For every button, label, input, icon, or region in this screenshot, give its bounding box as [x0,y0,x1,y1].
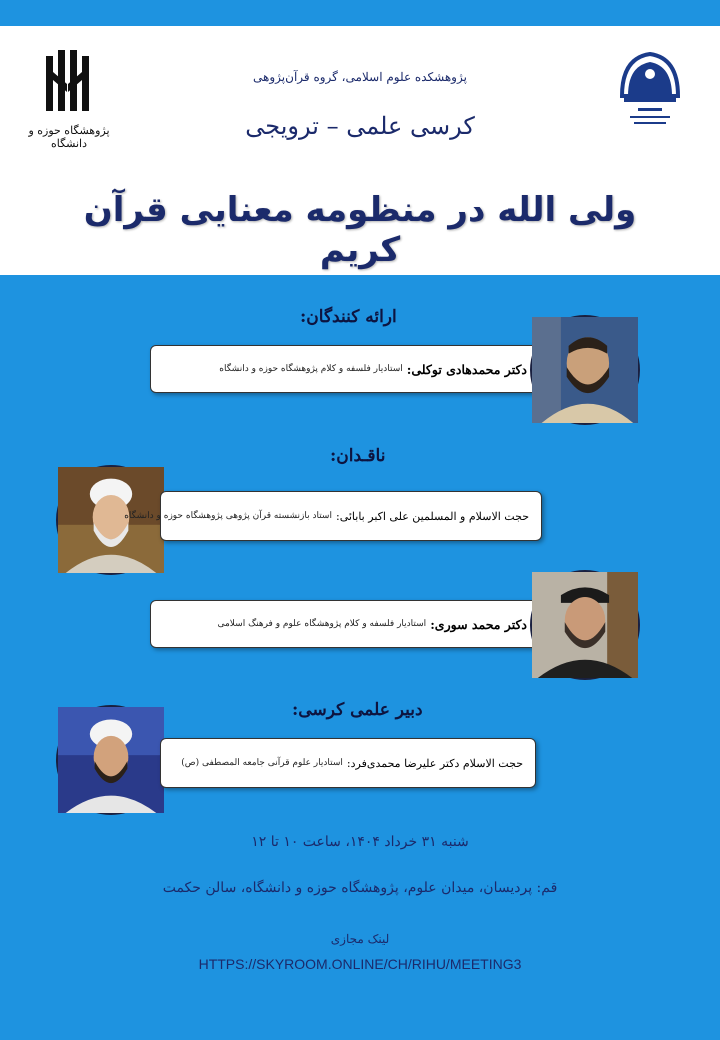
header-panel [0,26,720,275]
event-place: قم: پردیسان، میدان علوم، پژوهشگاه حوزه و دانشگاه، سالن حکمت [162,880,558,896]
top-strip [0,0,720,26]
critic-1-affiliation: استاد بازنشسته قرآن پژوهی پژوهشگاه حوزه و دانشگاه [124,511,332,521]
secretary-name: حجت الاسلام دکتر علیرضا محمدی‌فرد: [346,756,523,770]
critic-2-photo [530,570,640,680]
page-title: ولی الله در منظومه معنایی قرآن کریم [83,190,637,270]
secretary-affiliation: استادیار علوم قرآنی جامعه المصطفی (ص) [181,758,343,768]
critic-2-card [150,600,540,648]
institute-seal-logo [610,44,690,144]
presenters-heading: ارائه کنندگان: [300,307,397,327]
critic-1-name: حجت الاسلام و المسلمین علی اکبر بابائی: [335,509,529,523]
secretary-heading: دبیر علمی کرسی: [292,700,423,720]
presenter-affiliation: استادیار فلسفه و کلام پژوهشگاه حوزه و دانشگاه [219,364,403,374]
presenter-name: دکتر محمدهادی توکلی: [406,361,527,377]
link-label: لینک مجازی [330,932,390,946]
rihu-logo-text: پژوهشگاه حوزه و دانشگاه [28,124,110,150]
critics-heading: ناقـدان: [330,446,386,466]
presenter-card [150,345,540,393]
institute-line: پژوهشکده علوم اسلامی، گروه قرآن‌پژوهی [253,70,467,84]
secretary-card [160,738,536,788]
event-date: شنبه ۳۱ خرداد ۱۴۰۴، ساعت ۱۰ تا ۱۲ [251,834,469,850]
secretary-photo [56,705,166,815]
critic-2-name: دکتر محمد سوری: [430,616,527,632]
meeting-link[interactable]: HTTPS://SKYROOM.ONLINE/CH/RIHU/MEETING3 [198,956,522,972]
chair-type: کرسی علمی – ترویجی [245,112,475,140]
presenter-photo [530,315,640,425]
critic-2-affiliation: استادیار فلسفه و کلام پژوهشگاه علوم و فرهنگ اسلامی [217,619,427,629]
critic-1-card [124,491,542,541]
